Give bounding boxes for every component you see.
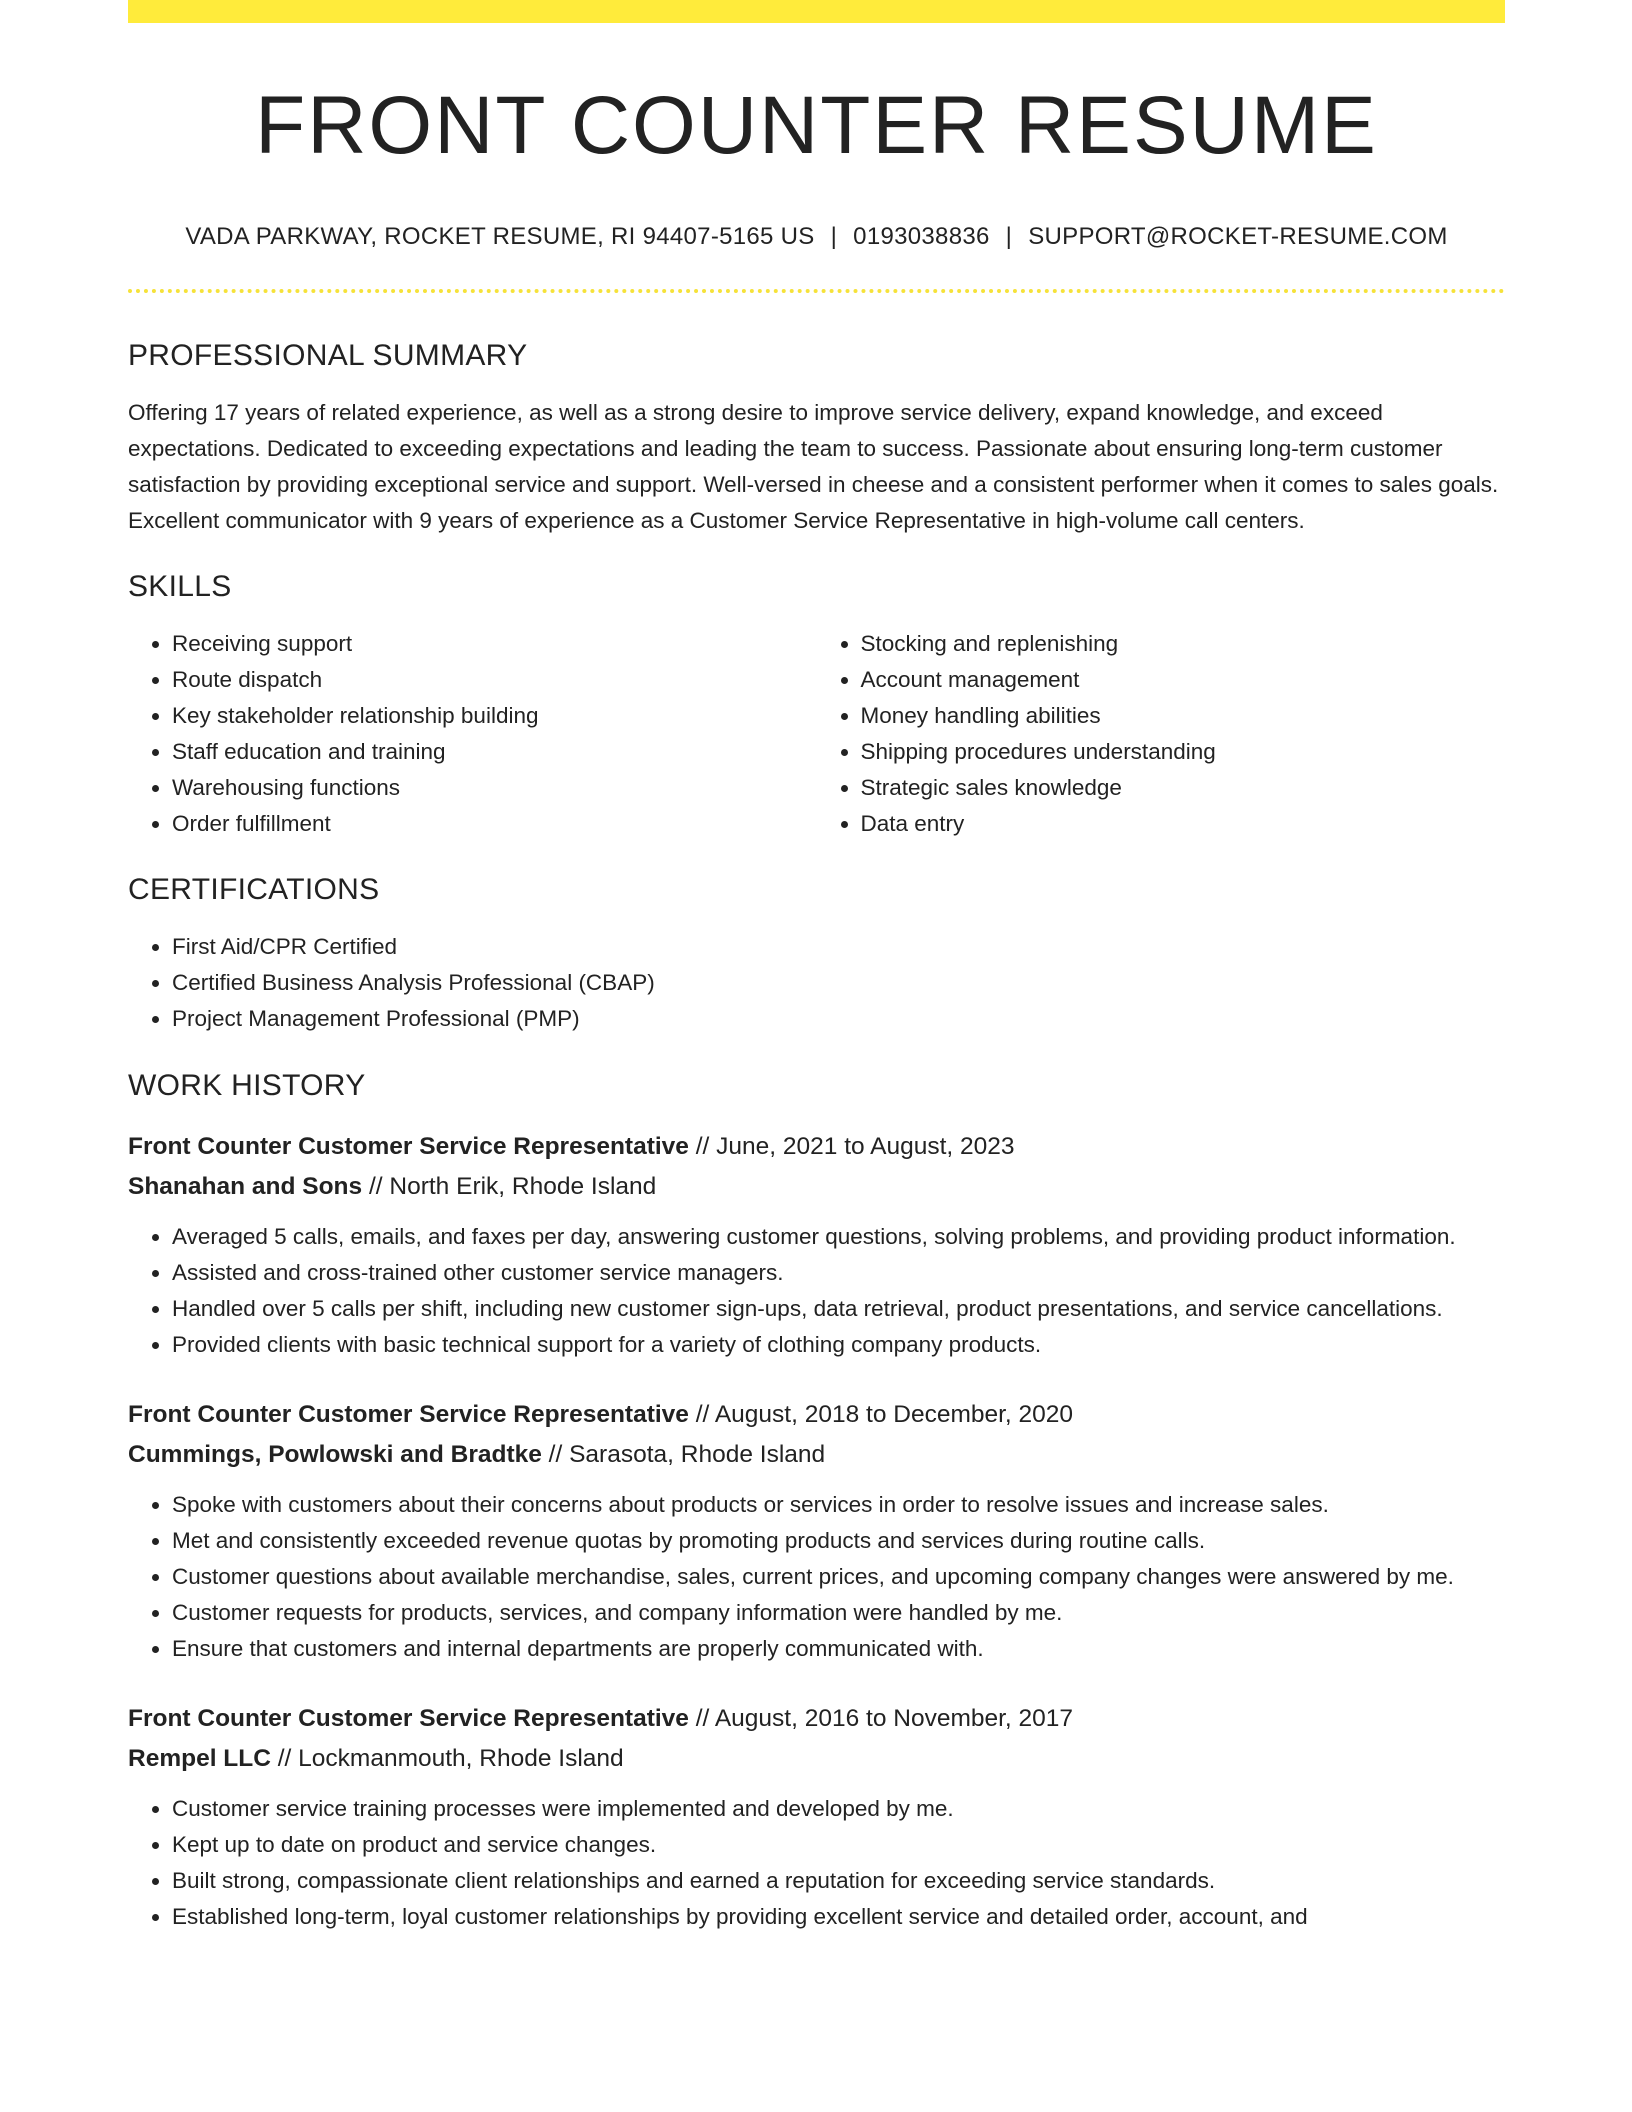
resume-title: FRONT COUNTER RESUME: [255, 80, 1378, 171]
job-bullets: [128, 1219, 1505, 1363]
job-bullet: • Customer questions about available merchandise, sales, current prices, and upcoming company changes were answered by me.: [172, 1559, 1505, 1595]
job-company: Shanahan and Sons: [128, 1173, 363, 1201]
job-dates: // August, 2018 to December, 2020: [688, 1401, 1074, 1429]
certification-item: • Certified Business Analysis Professional (CBAP): [172, 965, 1505, 1001]
resume-page: [128, 0, 1505, 1935]
contact-line: [128, 223, 1505, 251]
skills-heading: SKILLS: [128, 570, 232, 604]
job-bullet: • Customer service training processes were implemented and developed by me.: [172, 1791, 1505, 1827]
skill-item: • Key stakeholder relationship building: [172, 698, 817, 734]
skill-item: • Receiving support: [172, 626, 817, 662]
job-bullet: • Established long-term, loyal customer relationships by providing excellent service and detailed order, account, and: [172, 1899, 1505, 1935]
skill-item: • Account management: [861, 662, 1506, 698]
job-company: Cummings, Powlowski and Bradtke: [128, 1441, 542, 1469]
certification-item: • Project Management Professional (PMP): [172, 1001, 1505, 1037]
skill-item: • Shipping procedures understanding: [861, 734, 1506, 770]
skills-list: [128, 626, 1505, 842]
skill-item: • Route dispatch: [172, 662, 817, 698]
summary-text: Offering 17 years of related experience, as well as a strong desire to improve service delivery, expand knowledge, and exceed expectations. Dedicated to exceeding expectations and leading the team to success. Passionate about ensuring long-term customer satisfaction by providing exceptional service and support. Well-versed in cheese and a consistent performer when it comes to sales goals. Excellent communicator with 9 years of experience as a Customer Service Representative in high-volume call centers.: [128, 400, 1499, 534]
certification-item: • First Aid/CPR Certified: [172, 929, 1505, 965]
job-bullets: [128, 1791, 1505, 1935]
accent-bar: [128, 0, 1505, 23]
contact-separator: |: [830, 223, 838, 251]
skill-item: • Warehousing functions: [172, 770, 817, 806]
job-company-line: [128, 1435, 1505, 1475]
skill-item: • Data entry: [861, 806, 1506, 842]
job-role: Front Counter Customer Service Representative: [128, 1705, 689, 1733]
certifications-list: [128, 929, 1505, 1037]
skill-item: • Money handling abilities: [861, 698, 1506, 734]
job-bullet: • Customer requests for products, services, and company information were handled by me.: [172, 1595, 1505, 1631]
job-entry: [128, 1699, 1505, 1935]
job-entry: [128, 1127, 1505, 1363]
skills-column-left: [128, 626, 817, 842]
certifications-heading: CERTIFICATIONS: [128, 873, 380, 907]
job-role: Front Counter Customer Service Representative: [128, 1133, 689, 1161]
job-bullet: • Assisted and cross-trained other customer service managers.: [172, 1255, 1505, 1291]
skill-item: • Stocking and replenishing: [861, 626, 1506, 662]
job-title-line: [128, 1699, 1505, 1739]
job-bullet: • Kept up to date on product and service changes.: [172, 1827, 1505, 1863]
job-location: // Lockmanmouth, Rhode Island: [270, 1745, 624, 1773]
contact-separator: |: [1005, 223, 1013, 251]
job-bullet: • Handled over 5 calls per shift, including new customer sign-ups, data retrieval, product presentations, and service cancellations.: [172, 1291, 1505, 1327]
job-company: Rempel LLC: [128, 1745, 271, 1773]
job-bullets: [128, 1487, 1505, 1667]
job-dates: // June, 2021 to August, 2023: [688, 1133, 1015, 1161]
job-title-line: [128, 1127, 1505, 1167]
job-entry: [128, 1395, 1505, 1667]
contact-email: SUPPORT@ROCKET-RESUME.COM: [1028, 223, 1448, 251]
header-divider: [128, 289, 1505, 293]
skills-column-right: [817, 626, 1506, 842]
job-bullet: • Built strong, compassionate client relationships and earned a reputation for exceeding service standards.: [172, 1863, 1505, 1899]
skill-item: • Staff education and training: [172, 734, 817, 770]
work-history-heading: WORK HISTORY: [128, 1069, 366, 1103]
job-bullet: • Provided clients with basic technical support for a variety of clothing company products.: [172, 1327, 1505, 1363]
job-bullet: • Met and consistently exceeded revenue quotas by promoting products and services during routine calls.: [172, 1523, 1505, 1559]
job-bullet: • Spoke with customers about their concerns about products or services in order to resolve issues and increase sales.: [172, 1487, 1505, 1523]
job-company-line: [128, 1739, 1505, 1779]
job-location: // North Erik, Rhode Island: [362, 1173, 657, 1201]
job-location: // Sarasota, Rhode Island: [541, 1441, 826, 1469]
job-title-line: [128, 1395, 1505, 1435]
job-bullet: • Averaged 5 calls, emails, and faxes per day, answering customer questions, solving problems, and providing product information.: [172, 1219, 1505, 1255]
contact-phone: 0193038836: [853, 223, 990, 251]
skill-item: • Order fulfillment: [172, 806, 817, 842]
job-bullet: • Ensure that customers and internal departments are properly communicated with.: [172, 1631, 1505, 1667]
job-dates: // August, 2016 to November, 2017: [688, 1705, 1074, 1733]
skill-item: • Strategic sales knowledge: [861, 770, 1506, 806]
job-company-line: [128, 1167, 1505, 1207]
job-role: Front Counter Customer Service Representative: [128, 1401, 689, 1429]
summary-heading: PROFESSIONAL SUMMARY: [128, 339, 528, 373]
contact-address: VADA PARKWAY, ROCKET RESUME, RI 94407-5165 US: [185, 223, 815, 251]
